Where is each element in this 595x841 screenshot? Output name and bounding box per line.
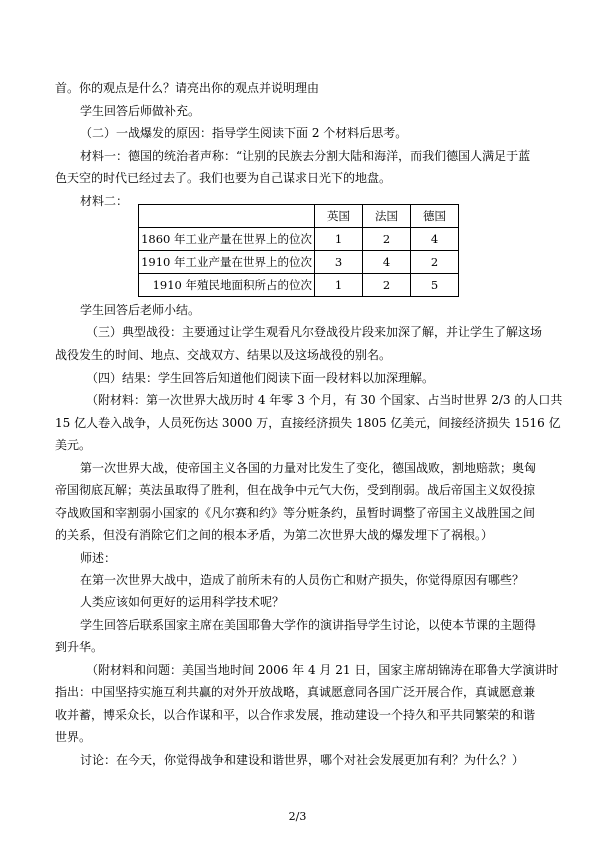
paragraph-line: （二）一战爆发的原因：指导学生阅读下面 2 个材料后思考。 — [80, 126, 408, 140]
paragraph-line: 指出：中国坚持实施互利共赢的对外开放战略，真诚愿意同各国广泛开展合作，真诚愿意兼 — [55, 685, 536, 699]
paragraph-line: （四）结果：学生回答后知道他们阅读下面一段材料以加深理解。 — [86, 371, 435, 385]
table-row — [139, 251, 459, 274]
ranking-table — [138, 204, 459, 297]
paragraph-line: 学生回答后老师小结。 — [80, 303, 201, 317]
paragraph-line: 材料一：德国的统治者声称：“让别的民族去分割大陆和海洋，而我们德国人满足于蓝 — [80, 149, 531, 163]
paragraph-line: 15 亿人卷入战争，人员死伤达 3000 万，直接经济损失 1805 亿美元，间接经济损失 1516 亿 — [55, 416, 561, 430]
table-cell: 5 — [411, 274, 459, 297]
paragraph-line: 夺战败国和宰割弱小国家的《凡尔赛和约》等分赃条约，虽暂时调整了帝国主义战胜国之间 — [55, 506, 536, 520]
paragraph-line: 人类应该如何更好的运用科学技术呢？ — [80, 595, 285, 609]
table-cell: 1 — [315, 228, 363, 251]
paragraph-line: 美元。 — [55, 438, 92, 452]
table-cell: 4 — [363, 251, 411, 274]
paragraph-line: 到升华。 — [55, 640, 104, 654]
paragraph-line: （三）典型战役：主要通过让学生观看凡尔登战役片段来加深了解，并让学生了解这场 — [86, 325, 543, 339]
table-cell: 2 — [363, 228, 411, 251]
table-row — [139, 228, 459, 251]
paragraph-line: 师述： — [80, 551, 117, 565]
paragraph-line: 学生回答后联系国家主席在美国耶鲁大学作的演讲指导学生讨论，以使本节课的主题得 — [80, 618, 537, 632]
paragraph-line: 帝国彻底瓦解；英法虽取得了胜利，但在战争中元气大伤，受到削弱。战后帝国主义奴役掠 — [55, 483, 536, 497]
table-cell: 2 — [411, 251, 459, 274]
table-cell: 1 — [315, 274, 363, 297]
paragraph-line: 收并蓄，博采众长，以合作谋和平，以合作求发展，推动建设一个持久和平共同繁荣的和谐 — [55, 708, 536, 722]
table-corner-cell — [139, 205, 315, 228]
table-header-cell: 法国 — [363, 205, 411, 228]
paragraph-line: 的关系，但没有消除它们之间的根本矛盾，为第二次世界大战的爆发埋下了祸根。） — [55, 528, 494, 542]
paragraph-line: 首。你的观点是什么？请亮出你的观点并说明理由 — [55, 81, 320, 95]
page-number: 2/3 — [288, 810, 307, 823]
paragraph-line: 在第一次世界大战中，造成了前所未有的人员伤亡和财产损失，你觉得原因有哪些？ — [80, 573, 525, 587]
table-header-row — [139, 205, 459, 228]
table-cell: 2 — [363, 274, 411, 297]
table-header-cell: 德国 — [411, 205, 459, 228]
table-row — [139, 274, 459, 297]
paragraph-line: 材料二： — [80, 194, 129, 208]
paragraph-line: 战役发生的时间、地点、交战双方、结果以及这场战役的别名。 — [55, 348, 392, 362]
paragraph-line: 讨论：在今天，你觉得战争和建设和谐世界，哪个对社会发展更加有利？为什么？） — [80, 753, 525, 767]
table-cell: 4 — [411, 228, 459, 251]
paragraph-line: （附材料：第一次世界大战历时 4 年零 3 个月，有 30 个国家、占当时世界 2/3 的人口共 — [86, 393, 563, 407]
table-row-label: 1860 年工业产量在世界上的位次 — [139, 228, 315, 251]
paragraph-line: 学生回答后师做补充。 — [80, 104, 201, 118]
table-header-cell: 英国 — [315, 205, 363, 228]
paragraph-line: 色天空的时代已经过去了。我们也要为自己谋求日光下的地盘。 — [55, 171, 392, 185]
table-row-label: 1910 年工业产量在世界上的位次 — [139, 251, 315, 274]
paragraph-line: （附材料和问题：美国当地时间 2006 年 4 月 21 日，国家主席胡锦涛在耶鲁大学演讲时 — [86, 663, 559, 677]
table-cell: 3 — [315, 251, 363, 274]
paragraph-line: 第一次世界大战，使帝国主义各国的力量对比发生了变化，德国战败，割地赔款；奥匈 — [80, 461, 537, 475]
paragraph-line: 世界。 — [55, 730, 92, 744]
table-row-label: 1910 年殖民地面积所占的位次 — [139, 274, 315, 297]
